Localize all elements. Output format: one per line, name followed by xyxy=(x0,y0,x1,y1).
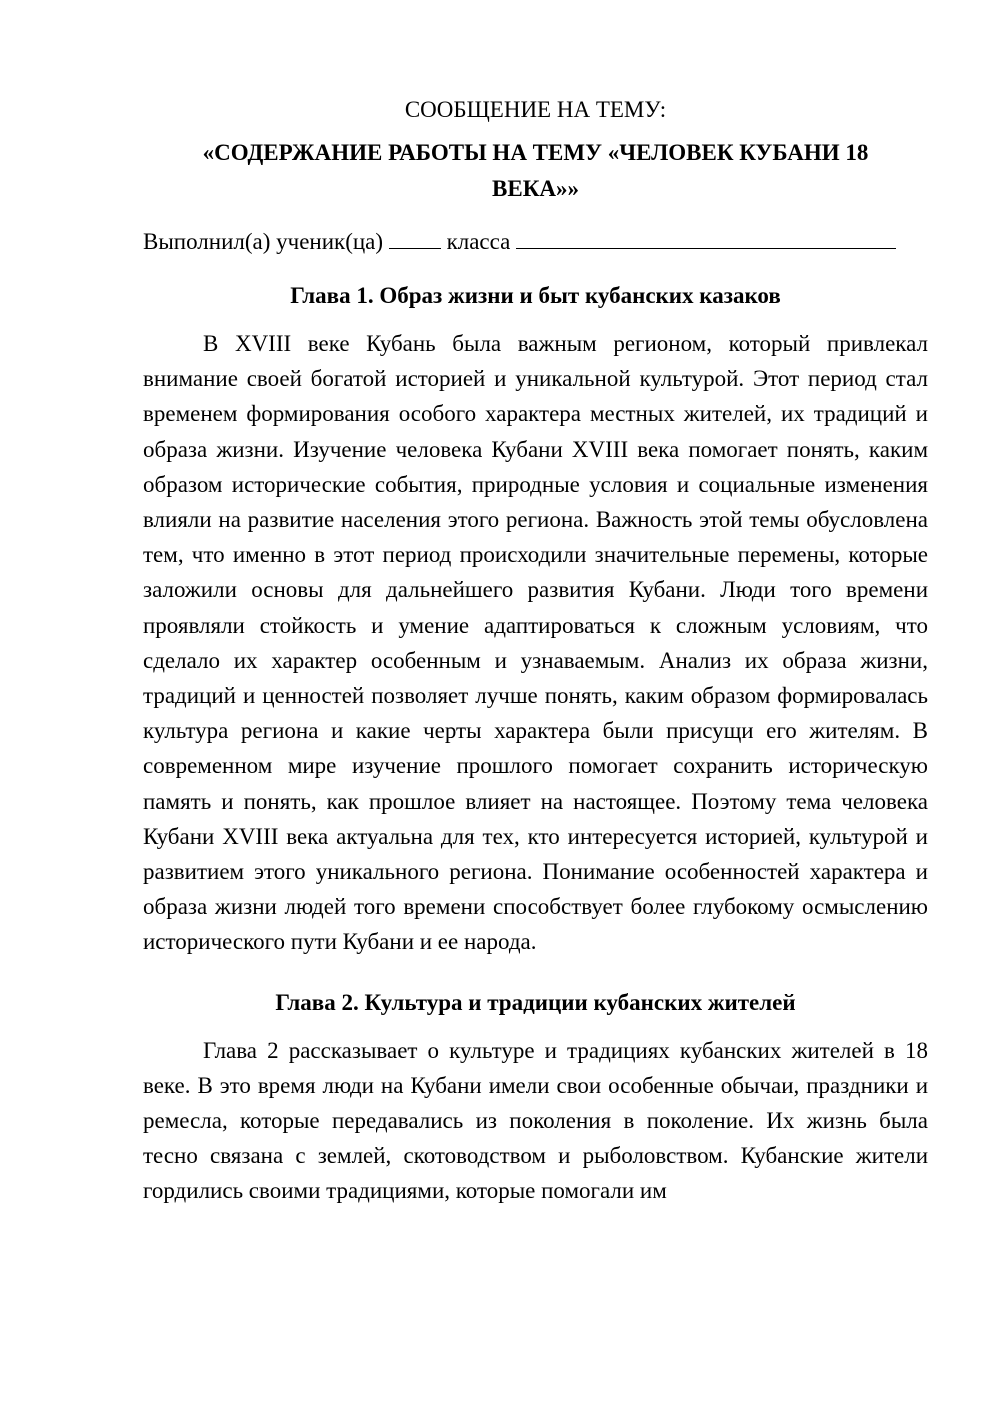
class-number-blank xyxy=(389,226,441,249)
chapter-2-paragraph: Глава 2 рассказывает о культуре и традициях кубанских жителей в 18 веке. В это время люди на Кубани имели свои особенные обычаи, праздники и ремесла, которые передавались из поколения в поколение. Их жизнь была тесно связана с землей, скотоводством и рыболовством. Кубанские жители гордились своими традициями, которые помогали им xyxy=(143,1037,928,1204)
class-label: класса xyxy=(446,229,511,254)
chapter-2-title: Глава 2. Культура и традиции кубанских жителей xyxy=(275,989,796,1015)
document-heading: СООБЩЕНИЕ НА ТЕМУ: xyxy=(404,97,667,122)
chapter-1-title: Глава 1. Образ жизни и быт кубанских казаков xyxy=(290,283,781,308)
author-line xyxy=(143,224,928,259)
document-subheading: «СОДЕРЖАНИЕ РАБОТЫ НА ТЕМУ «ЧЕЛОВЕК КУБАНИ 18 ВЕКА»» xyxy=(202,140,869,201)
author-prefix: Выполнил(а) ученик(ца) xyxy=(143,229,384,254)
chapter-1-paragraph: В XVIII веке Кубань была важным регионом, который привлекал внимание своей богатой историей и уникальной культурой. Этот период стал временем формирования особого характера местных жителей, их традиций и образа жизни. Изучение человека Кубани XVIII века помогает понять, каким образом исторические события, природные условия и социальные изменения влияли на развитие населения этого региона. Важность этой темы обусловлена тем, что именно в этот период происходили значительные перемены, которые заложили основы для дальнейшего развития Кубани. Люди того времени проявляли стойкость и умение адаптироваться к сложным условиям, что сделало их характер особенным и узнаваемым. Анализ их образа жизни, традиций и ценностей позволяет лучше понять, каким образом формировалась культура региона и какие черты характера были присущи его жителям. В современном мире изучение прошлого помогает сохранить историческую память и понять, как прошлое влияет на настоящее. Поэтому тема человека Кубани XVIII века актуальна для тех, кто интересуется историей, культурой и развитием этого уникального региона. Понимание особенностей характера и образа жизни людей того времени способствует более глубокому осмыслению исторического пути Кубани и ее народа. xyxy=(143,331,928,955)
student-name-blank xyxy=(516,226,896,249)
document-content xyxy=(143,92,928,1234)
